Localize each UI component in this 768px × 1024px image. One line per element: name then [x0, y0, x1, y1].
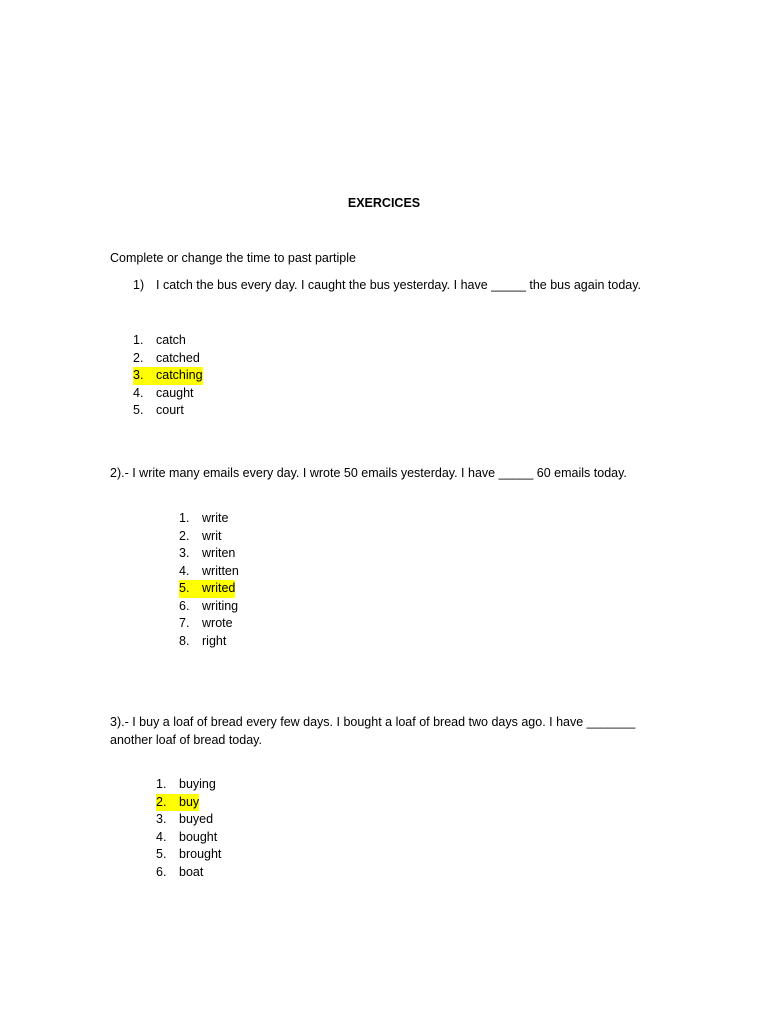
option-text: writen: [202, 546, 236, 560]
option-number: 2.: [156, 794, 179, 812]
option-text: court: [156, 403, 184, 417]
option-text: buy: [179, 794, 199, 812]
option-item: [156, 864, 221, 882]
option-item: [133, 402, 203, 420]
option-text: right: [202, 633, 227, 648]
option-item: [179, 510, 239, 528]
question-1-text: I catch the bus every day. I caught the bus yesterday. I have _____ the bus again today.: [156, 278, 642, 292]
option-text: brought: [179, 847, 222, 861]
option-number: 5.: [133, 403, 144, 417]
option-number: 1.: [133, 333, 144, 347]
option-number: 6.: [156, 864, 167, 879]
option-number: 4.: [179, 563, 190, 578]
option-item: [179, 563, 239, 581]
option-item: [133, 332, 203, 350]
option-number: 6.: [179, 598, 190, 613]
option-text: wrote: [202, 616, 233, 630]
option-number: 2.: [133, 350, 144, 365]
option-text: writing: [202, 598, 239, 613]
option-text: buying: [179, 777, 216, 791]
option-text: catched: [156, 350, 200, 365]
option-number: 2.: [179, 528, 190, 543]
option-item: [156, 811, 221, 829]
option-text: writed: [202, 580, 235, 598]
option-number: 5.: [156, 847, 167, 861]
option-item-highlighted: [179, 580, 239, 598]
option-item: [156, 829, 221, 847]
question-1-number: 1): [133, 278, 145, 292]
option-number: 8.: [179, 633, 190, 648]
option-text: catch: [156, 333, 186, 347]
question-1-options: [133, 332, 203, 420]
option-item-highlighted: [156, 794, 221, 812]
option-number: 1.: [156, 777, 167, 791]
option-text: writ: [202, 528, 222, 543]
option-item: [156, 776, 221, 794]
option-item: [156, 846, 221, 864]
option-text: write: [202, 511, 229, 525]
option-number: 5.: [179, 580, 202, 598]
option-item: [179, 615, 239, 633]
question-2-options: [179, 510, 239, 650]
option-item: [133, 350, 203, 368]
question-3-text-line-2: another loaf of bread today.: [110, 733, 262, 747]
option-item-highlighted: [133, 367, 203, 385]
page-title: EXERCICES: [347, 196, 421, 210]
option-item: [179, 633, 239, 651]
option-number: 3.: [133, 367, 156, 385]
option-number: 4.: [133, 385, 144, 400]
option-number: 4.: [156, 829, 167, 844]
option-text: boat: [179, 864, 204, 879]
question-3-text-line-1: 3).- I buy a loaf of bread every few days. I bought a loaf of bread two days ago. I have _______: [110, 715, 636, 729]
option-number: 3.: [179, 546, 190, 560]
option-item: [179, 545, 239, 563]
option-text: caught: [156, 385, 194, 400]
option-number: 7.: [179, 616, 190, 630]
question-2-text: 2).- I write many emails every day. I wrote 50 emails yesterday. I have _____ 60 emails today.: [110, 466, 627, 480]
option-text: written: [202, 563, 239, 578]
option-item: [179, 598, 239, 616]
option-item: [179, 528, 239, 546]
option-text: buyed: [179, 812, 214, 826]
option-item: [133, 385, 203, 403]
instruction-text: Complete or change the time to past partiple: [110, 251, 356, 265]
option-number: 1.: [179, 511, 190, 525]
option-text: bought: [179, 829, 218, 844]
option-text: catching: [156, 367, 203, 385]
question-3-options: [156, 776, 221, 881]
option-number: 3.: [156, 812, 167, 826]
